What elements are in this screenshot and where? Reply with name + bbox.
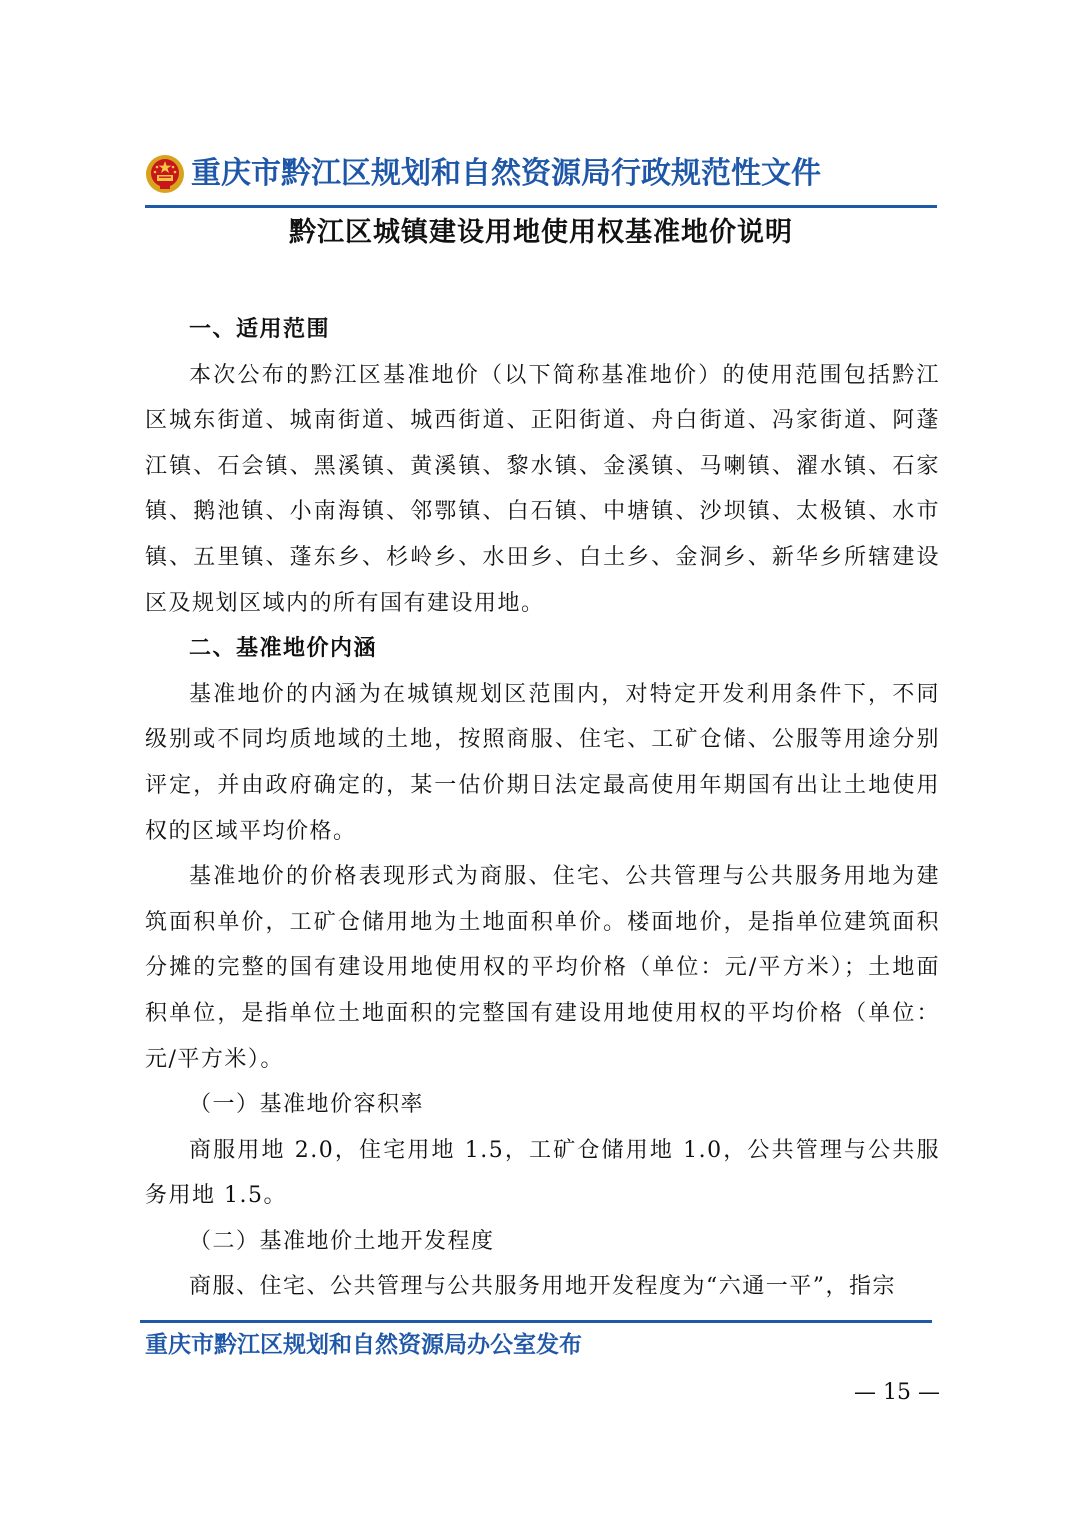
- footer-divider: [140, 1320, 932, 1323]
- subsection-heading: （一）基准地价容积率: [189, 1092, 425, 1118]
- page-number: — 15 —: [854, 1380, 940, 1405]
- subsection-heading: （二）基准地价土地开发程度: [189, 1228, 495, 1254]
- document-body: [145, 307, 940, 1310]
- paragraph: 基准地价的价格表现形式为商服、住宅、公共管理与公共服务用地为建筑面积单价，工矿仓储用地为土地面积单价。楼面地价，是指单位建筑面积分摊的完整的国有建设用地使用权的平均价格（单位：元/平方米）；土地面积单位，是指单位土地面积的完整国有建设用地使用权的平均价格（单位：元/平方米）。: [145, 864, 940, 1072]
- section-heading: 一、适用范围: [189, 317, 331, 342]
- document-header: [145, 150, 935, 210]
- document-title: 黔江区城镇建设用地使用权基准地价说明: [289, 217, 793, 248]
- paragraph: 基准地价的内涵为在城镇规划区范围内，对特定开发利用条件下，不同级别或不同均质地域的土地，按照商服、住宅、工矿仓储、公服等用途分别评定，并由政府确定的，某一估价期日法定最高使用年期国有出让土地使用权的区域平均价格。: [145, 681, 940, 844]
- header-title: 重庆市黔江区规划和自然资源局行政规范性文件: [191, 156, 821, 191]
- paragraph: 商服、住宅、公共管理与公共服务用地开发程度为“六通一平”，指宗: [189, 1274, 896, 1300]
- footer-publisher: 重庆市黔江区规划和自然资源局办公室发布: [145, 1332, 582, 1358]
- national-emblem-icon: [145, 154, 185, 194]
- header-divider: [145, 205, 937, 208]
- section-heading: 二、基准地价内涵: [189, 636, 378, 662]
- paragraph: 本次公布的黔江区基准地价（以下简称基准地价）的使用范围包括黔江区城东街道、城南街道、城西街道、正阳街道、舟白街道、冯家街道、阿蓬江镇、石会镇、黑溪镇、黄溪镇、黎水镇、金溪镇、马喇镇、濯水镇、石家镇、鹅池镇、小南海镇、邻鄂镇、白石镇、中塘镇、沙坝镇、太极镇、水市镇、五里镇、蓬东乡、杉岭乡、水田乡、白土乡、金洞乡、新华乡所辖建设区及规划区域内的所有国有建设用地。: [145, 362, 940, 616]
- paragraph: 商服用地 2.0，住宅用地 1.5，工矿仓储用地 1.0，公共管理与公共服务用地 1.5。: [145, 1137, 940, 1209]
